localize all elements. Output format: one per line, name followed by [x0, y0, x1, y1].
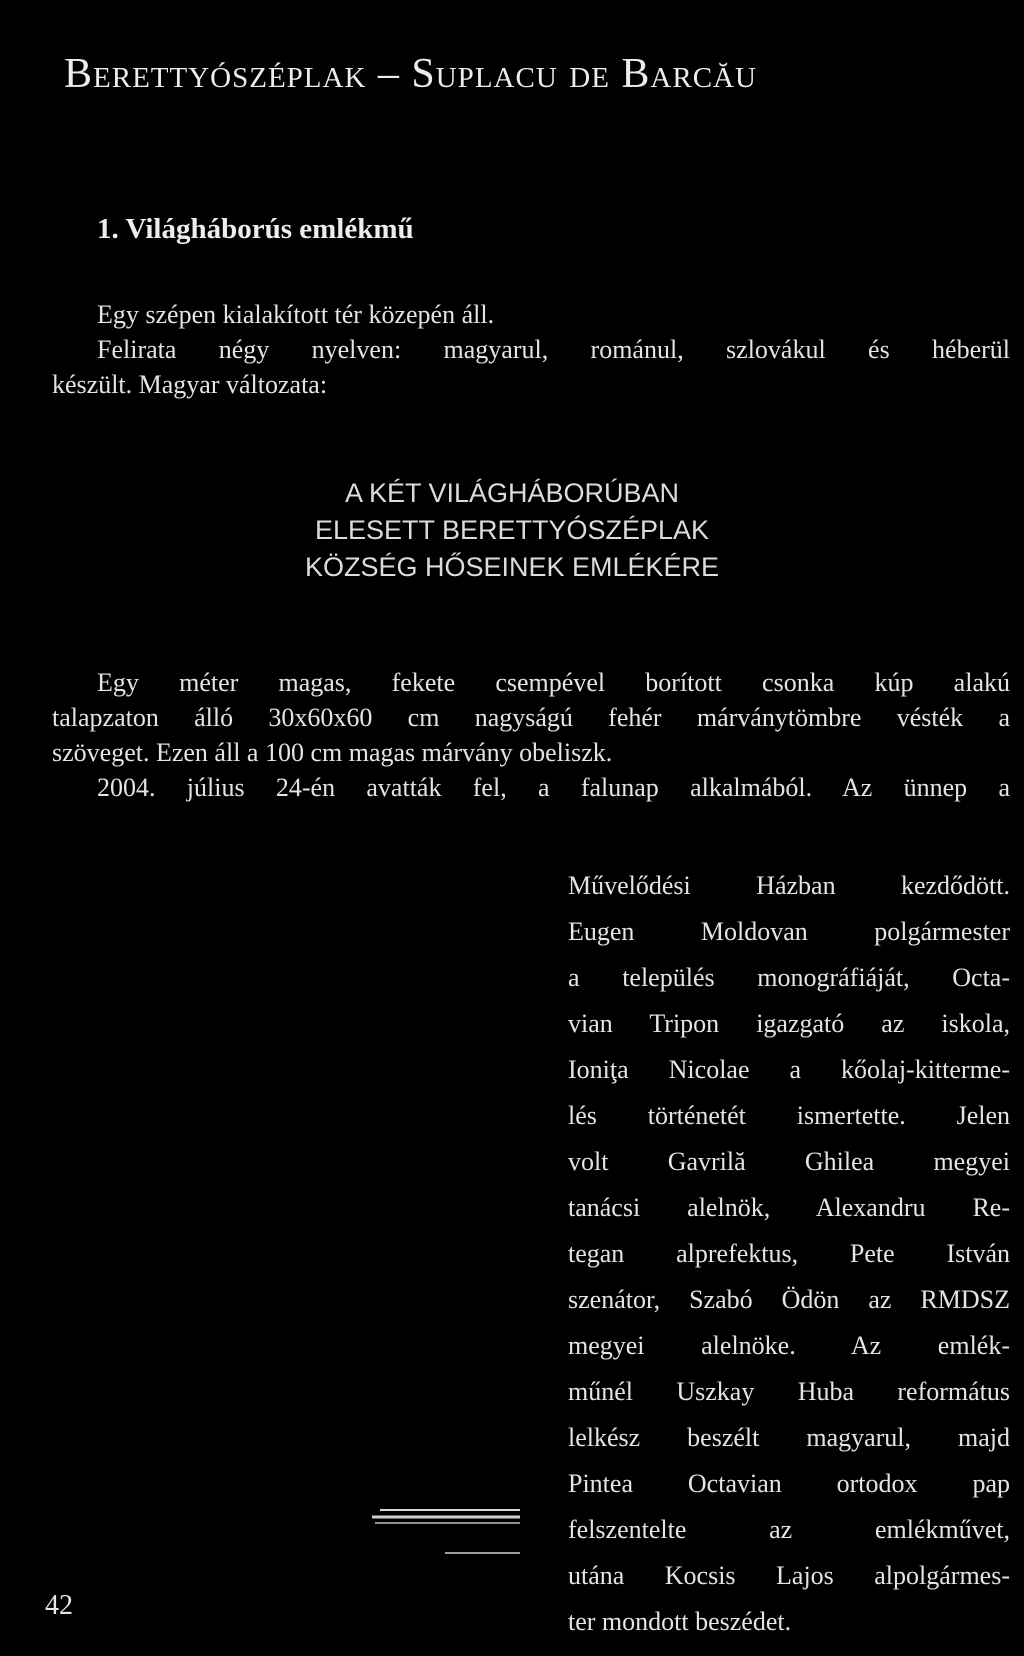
- inscription-line: KÖZSÉG HŐSEINEK EMLÉKÉRE: [304, 552, 720, 582]
- photo-placeholder: [50, 860, 550, 1560]
- description-line: 2004. július 24-én avatták fel, a falunap alkalmából. Az ünnep a: [97, 773, 1010, 802]
- column-line: Művelődési Házban kezdődött.: [568, 871, 1010, 900]
- column-line: vian Tripon igazgató az iskola,: [568, 1009, 1010, 1038]
- column-line: Eugen Moldovan polgármester: [568, 917, 1010, 946]
- description-paragraph: [52, 665, 1010, 805]
- column-line: felszentelte az emlékművet,: [568, 1515, 1010, 1544]
- column-line: lés történetét ismertette. Jelen: [568, 1101, 1010, 1130]
- column-line: tanácsi alelnök, Alexandru Re-: [568, 1193, 1010, 1222]
- narrow-column-text: [568, 863, 1010, 1645]
- column-line: lelkész beszélt magyarul, majd: [568, 1423, 1010, 1452]
- description-line: talapzaton álló 30x60x60 cm nagyságú fehér márványtömbre vésték a: [52, 703, 1010, 732]
- column-line: szenátor, Szabó Ödön az RMDSZ: [568, 1285, 1010, 1314]
- inscription-block: [0, 475, 1024, 586]
- column-line: tegan alprefektus, Pete István: [568, 1239, 1010, 1268]
- column-line: Pintea Octavian ortodox pap: [568, 1469, 1010, 1498]
- intro-line: Felirata négy nyelven: magyarul, románul, szlovákul és héberül: [97, 335, 1010, 364]
- inscription-line: A KÉT VILÁGHÁBORÚBAN: [344, 478, 680, 508]
- column-line: volt Gavrilă Ghilea megyei: [568, 1147, 1010, 1176]
- section-title: 1. Világháborús emlékmű: [97, 213, 414, 245]
- column-line: műnél Uszkay Huba református: [568, 1377, 1010, 1406]
- intro-line: készült. Magyar változata:: [52, 370, 328, 399]
- page-number: 42: [45, 1590, 73, 1621]
- photo-remnant-marks: [50, 860, 550, 1560]
- description-line: szöveget. Ezen áll a 100 cm magas márvány obeliszk.: [52, 738, 613, 767]
- intro-paragraph: [52, 297, 1010, 402]
- inscription-line: ELESETT BERETTYÓSZÉPLAK: [314, 515, 710, 545]
- column-line: a település monográfiáját, Octa-: [568, 963, 1010, 992]
- column-line: megyei alelnöke. Az emlék-: [568, 1331, 1010, 1360]
- column-line: Ioniţa Nicolae a kőolaj-kitterme-: [568, 1055, 1010, 1084]
- description-line: Egy méter magas, fekete csempével borított csonka kúp alakú: [97, 668, 1010, 697]
- intro-line: Egy szépen kialakított tér közepén áll.: [97, 300, 495, 329]
- column-line: ter mondott beszédet.: [568, 1607, 792, 1636]
- column-line: utána Kocsis Lajos alpolgármes-: [568, 1561, 1010, 1590]
- running-head: Berettyószéplak – Suplacu de Barcău: [64, 51, 757, 97]
